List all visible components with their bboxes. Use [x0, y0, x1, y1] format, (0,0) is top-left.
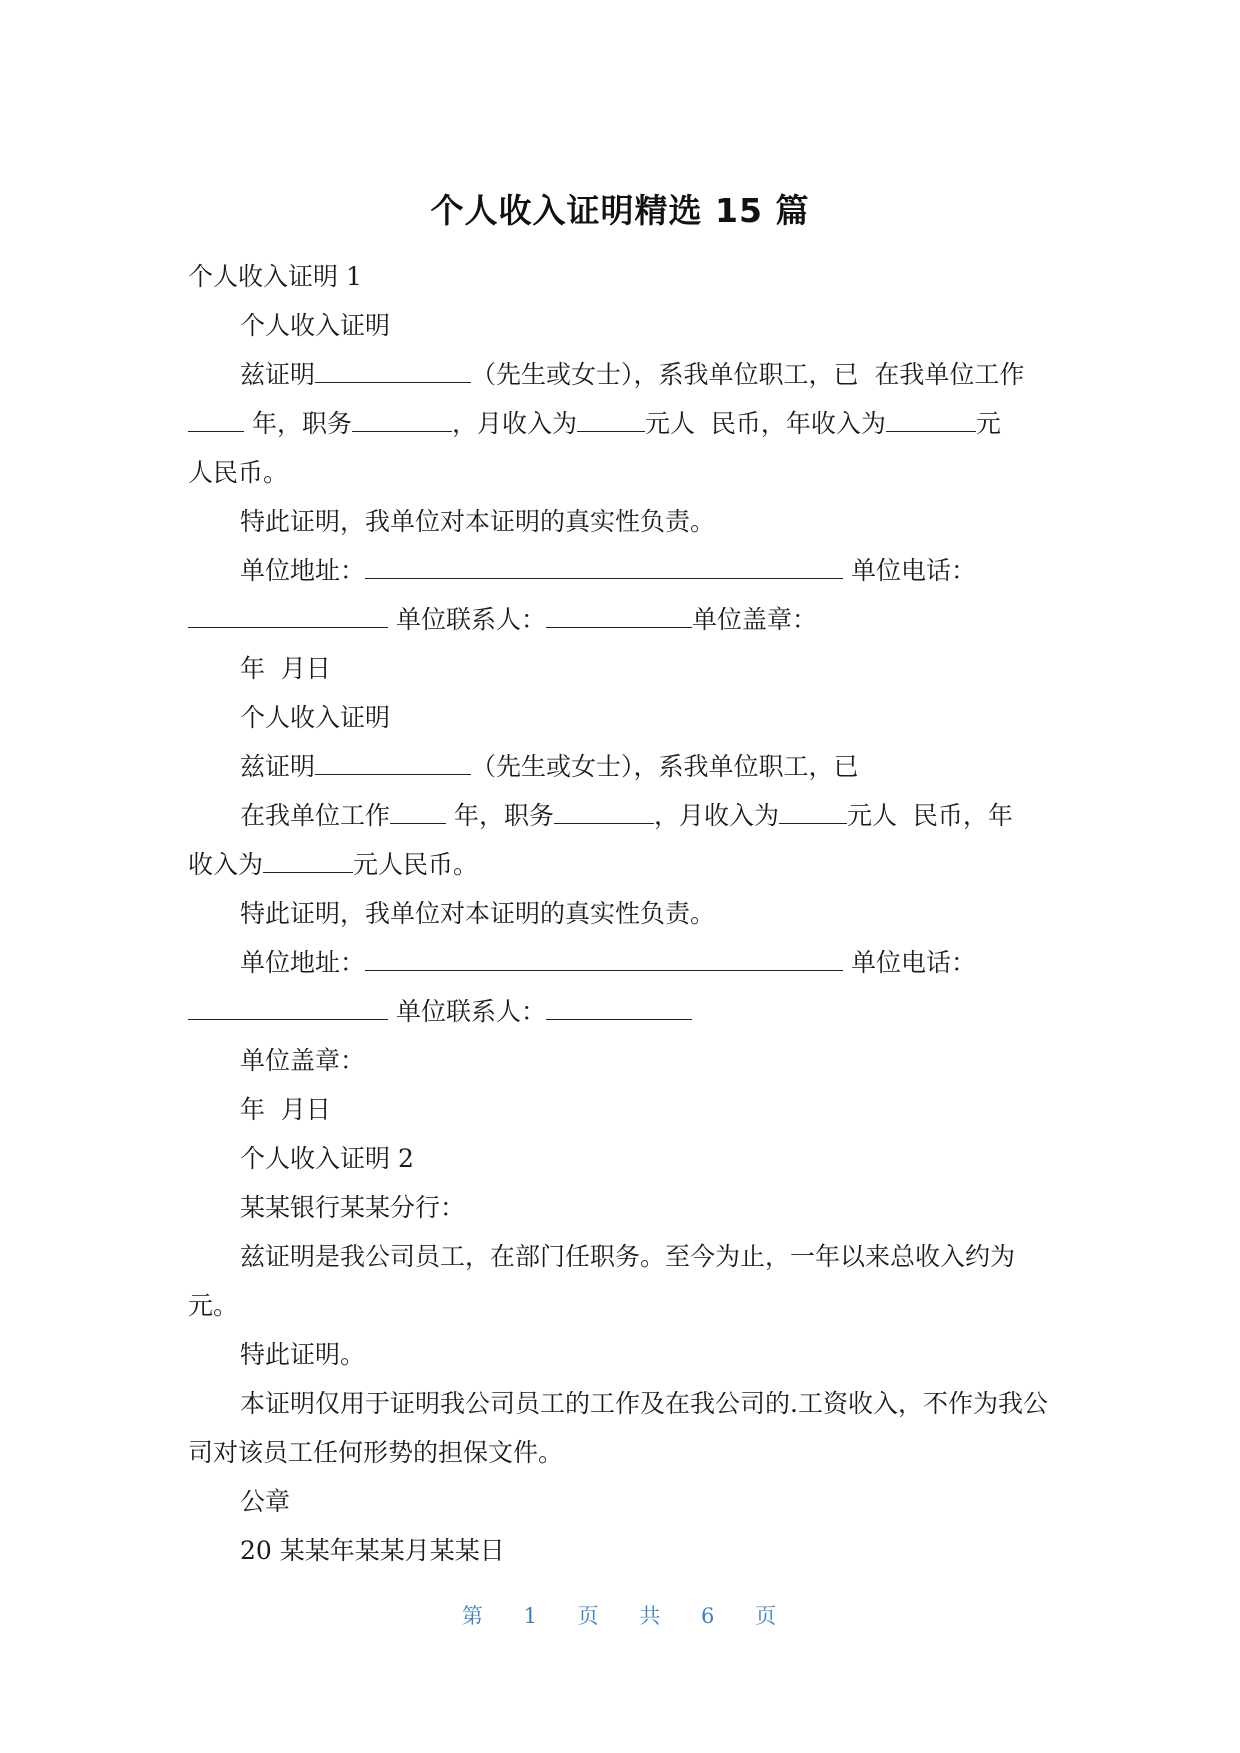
cert-a-line2 — [188, 399, 1054, 448]
text: 兹证明 — [240, 360, 316, 389]
section-heading-1: 个人收入证明 1 — [188, 262, 362, 291]
text: 单位联系人： — [388, 997, 546, 1026]
text: （先生或女士），系我单位职工，已 在我单位工作 — [471, 360, 1025, 389]
text: 元人 民币，年 — [846, 801, 1013, 830]
date-2: 20 某某年某某月某某日 — [240, 1536, 505, 1565]
blank-annual — [886, 409, 976, 432]
page-footer — [0, 1600, 1240, 1630]
blank-address — [365, 948, 843, 971]
blank-phone — [188, 605, 388, 628]
seal-label: 公章 — [240, 1487, 291, 1516]
body-line-2: 元。 — [188, 1291, 239, 1320]
text: 年，职务 — [244, 409, 352, 438]
document-title: 个人收入证明精选 15 篇 — [430, 191, 810, 230]
footer-gong: 共 — [639, 1604, 663, 1628]
cert-b-seal: 单位盖章： — [240, 1046, 366, 1075]
blank-position — [352, 409, 452, 432]
cert-b-line3 — [188, 840, 1054, 889]
cert-b-date: 年 月日 — [240, 1095, 331, 1124]
cert-b-statement: 特此证明，我单位对本证明的真实性负责。 — [240, 899, 716, 928]
text: 元 — [975, 409, 1001, 438]
text: 元人 民币，年收入为 — [644, 409, 886, 438]
cert-b-line1 — [188, 742, 1054, 791]
blank-phone — [188, 997, 388, 1020]
document-body — [188, 252, 1054, 1575]
text: 元人民币。 — [353, 850, 479, 879]
blank-address — [365, 556, 843, 579]
blank-contact — [546, 605, 692, 628]
cert-a-contact-row — [188, 595, 1054, 644]
bank-addressee: 某某银行某某分行： — [240, 1193, 466, 1222]
blank-years — [188, 409, 244, 432]
section-heading-2: 个人收入证明 2 — [240, 1144, 414, 1173]
cert-a-date: 年 月日 — [240, 654, 331, 683]
blank-annual — [263, 850, 353, 873]
text: 在我单位工作 — [240, 801, 391, 830]
footer-ye2: 页 — [755, 1604, 779, 1628]
footer-di: 第 — [461, 1604, 485, 1628]
cert-title: 个人收入证明 — [240, 311, 391, 340]
note-line-2: 司对该员工任何形势的担保文件。 — [188, 1438, 564, 1467]
text: 单位电话： — [843, 556, 976, 585]
cert-a-line1 — [188, 350, 1054, 399]
body-line-1: 兹证明是我公司员工，在部门任职务。至今为止，一年以来总收入约为 — [240, 1242, 1016, 1271]
cert-b-address-row — [188, 938, 1054, 987]
cert-a-statement: 特此证明，我单位对本证明的真实性负责。 — [240, 507, 716, 536]
text: 兹证明 — [240, 752, 316, 781]
text: （先生或女士），系我单位职工，已 — [471, 752, 859, 781]
text: 收入为 — [188, 850, 264, 879]
text: 单位联系人： — [388, 605, 546, 634]
text: ，月收入为 — [451, 409, 577, 438]
note-line-1: 本证明仅用于证明我公司员工的工作及在我公司的.工资收入，不作为我公 — [240, 1389, 1048, 1418]
text: 单位地址： — [240, 556, 366, 585]
blank-name — [315, 360, 471, 383]
cert-title-b: 个人收入证明 — [240, 703, 391, 732]
cert-a-address-row — [188, 546, 1054, 595]
blank-monthly — [577, 409, 645, 432]
blank-contact — [546, 997, 692, 1020]
cert-a-line3: 人民币。 — [188, 458, 289, 487]
text: 年，职务 — [446, 801, 554, 830]
cert-b-contact-row — [188, 987, 1054, 1036]
blank-years — [390, 801, 446, 824]
text: 单位地址： — [240, 948, 366, 977]
footer-total-pages: 6 — [701, 1604, 717, 1628]
blank-position — [554, 801, 654, 824]
blank-monthly — [779, 801, 847, 824]
text: ，月收入为 — [653, 801, 779, 830]
cert-b-line2 — [188, 791, 1054, 840]
text: 单位电话： — [843, 948, 976, 977]
blank-name — [315, 752, 471, 775]
text: 单位盖章： — [691, 605, 817, 634]
footer-ye: 页 — [577, 1604, 601, 1628]
statement-2: 特此证明。 — [240, 1340, 366, 1369]
footer-page-number: 1 — [523, 1604, 539, 1628]
